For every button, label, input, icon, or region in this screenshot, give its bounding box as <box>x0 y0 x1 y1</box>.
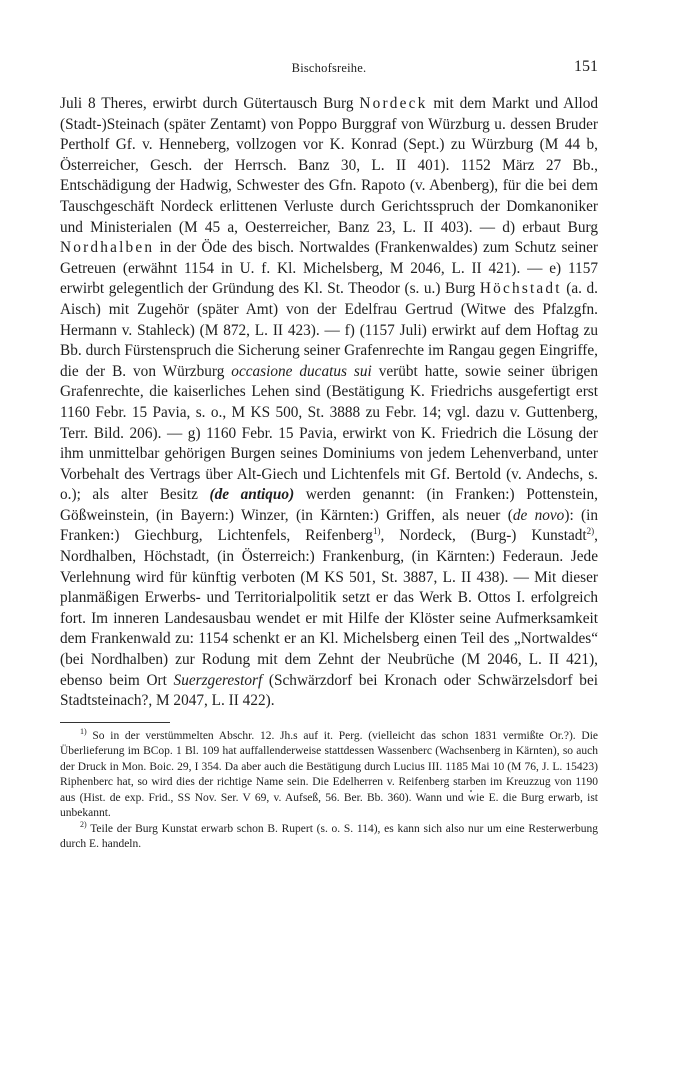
footnote-text-1: So in der verstümmelten Abschr. 12. Jh.s auf it. Perg. (vielleicht das schon 1831 vermißte Or.?). Die Überlieferung im BCop. 1 Bl. 109 hat auffallenderweise stattdessen Wassenberc (Wachsenberg in Kärnten), so auch der Druck in Mon. Boic. 29, I 354. Da aber auch die Bestätigung durch Lucius III. 1185 Mai 10 (M 76, J. L. 15423) Riphenberc hat, so wird dies der richtige Name sein. Die Edelherren v. Reifenberg starben im Kreuzzug von 1190 aus (Hist. de exp. Frid., SS Nov. Ser. V 69, v. Aufseß, 56. Ber. Bb. 360). Wann und wie E. die Burg erwarb, ist unbekannt. <box>60 729 598 820</box>
book-page <box>60 58 598 853</box>
text-segment: Juli 8 Theres, erwirbt durch Gütertausch Burg <box>60 95 360 112</box>
footnotes <box>60 726 598 853</box>
place-name-nordeck: Nordeck <box>359 95 428 112</box>
footnote-ref-1: 1) <box>372 526 381 537</box>
text-segment: mit dem Markt und Allod (Stadt-)Steinach (später Zentamt) von Poppo Burggraf von Würzburg u. dessen Bruder Pertholf Gf. v. Henneberg, vollzogen vor K. Konrad (Sept.) zu Würzburg (M 44 b, Österreicher, Gesch. der Herrsch. Banz 30, L. II 401). 1152 März 27 Bb., Entschädigung der Hadwig, Schwester des Gfn. Rapoto (v. Abenberg), für die bei dem Tauschgeschäft Nordeck erlittenen Verluste durch Gerichtsspruch der Domkanoniker und Ministerialen (M 45 a, Oesterreicher, Banz 23, L. II 403). — d) erbaut Burg <box>60 95 598 236</box>
print-speck <box>470 790 472 792</box>
place-name-nordhalben: Nordhalben <box>60 239 155 257</box>
place-name-suerzgerestorf: Suerzgerestorf <box>173 671 263 689</box>
footnote-divider <box>60 722 170 723</box>
latin-phrase: occasione ducatus sui <box>231 362 372 380</box>
latin-phrase-de-antiquo: (de antiquo) <box>209 486 295 504</box>
page-header <box>60 58 598 80</box>
text-segment: ): (in Franken:) Giechburg, Lichtenfels, Reifenberg <box>60 506 599 545</box>
running-title: Bischofsreihe. <box>291 61 367 75</box>
footnote-text-2: Teile der Burg Kunstat erwarb schon B. Rupert (s. o. S. 114), es kann sich also nur um eine Resterwerbung durch E. handeln. <box>60 822 598 851</box>
place-name-hoechstadt: Höchstadt <box>479 280 562 298</box>
footnote-mark-1: 1) <box>80 726 87 736</box>
text-segment: in der Öde des bisch. Nortwaldes (Frankenwaldes) zum Schutz seiner Getreuen (erwähnt 1154 in U. f. Kl. Michelsberg, M 2046, L. II 421). — e) 1157 erwirbt gelegentlich der Gründung des Kl. St. Theodor (s. u.) Burg <box>60 239 598 298</box>
text-segment: , Nordhalben, Höchstadt, (in Österreich:) Frankenburg, (in Kärnten:) Federaun. Jede Verlehnung wird für künftig verboten (M KS 501, St. 3887, L. II 438). — Mit dieser planmäßigen Erwerbs- und Territorialpolitik setzt er das Werk B. Ottos I. erfolgreich fort. Im inneren Landesausbau wendet er mit Hilfe der Klöster seine Aufmerksamkeit dem Frankenwald zu: 1154 schenkt er an Kl. Michelsberg einen Teil des „Nortwaldes“ (bei Nordhalben) zur Rodung mit dem Zehnt der Neubrüche (M 2046, L. II 421), ebenso beim Ort <box>60 527 598 689</box>
main-paragraph <box>60 94 598 712</box>
text-segment: (a. d. Aisch) mit Zugehör (später Amt) von der Edelfrau Gertrud (Witwe des Pfalzgfn. Hermann v. Stahleck) (M 872, L. II 423). — f) (1157 Juli) erwirkt auf dem Hoftag zu Bb. durch Fürstenspruch die Sicherung seiner Grafenrechte im Rangau gegen Eingriffe, die der B. von Würzburg <box>60 280 598 380</box>
main-text <box>60 94 598 712</box>
footnote-2 <box>60 819 598 853</box>
text-segment: (Schwärzdorf bei Kronach oder Schwärzelsdorf bei Stadtsteinach?, M 2047, L. II 422). <box>60 671 598 710</box>
footnote-ref-2: 2) <box>586 526 595 537</box>
page-number: 151 <box>574 58 598 75</box>
text-segment: verübt hatte, sowie seiner übrigen Grafenrechte, die kaiserliches Lehen sind (Bestätigung K. Friedrichs ausgefertigt erst 1160 Febr. 15 Pavia, s. o., M KS 500, St. 3888 zu Febr. 14; vgl. dazu v. Guttenberg, Terr. Bild. 206). — g) 1160 Febr. 15 Pavia, erwirkt von K. Friedrich die Lösung der ihm unmittelbar gehörigen Burgen seines Dominiums von jedem Lehenverband, unter Vorbehalt des Vertrags über Alt-Giech und Lichtenfels mit Gf. Bertold (v. Andechs, s. o.); als alter Besitz <box>60 362 598 504</box>
latin-phrase-de-novo: de novo <box>512 506 565 524</box>
footnote-1 <box>60 726 598 822</box>
text-segment: werden genannt: (in Franken:) Pottenstein, Gößweinstein, (in Bayern:) Winzer, (in Kärnten:) Griffen, als neuer ( <box>60 486 599 524</box>
footnote-mark-2: 2) <box>80 819 87 829</box>
text-segment: , Nordeck, (Burg-) Kunstadt <box>380 527 587 545</box>
